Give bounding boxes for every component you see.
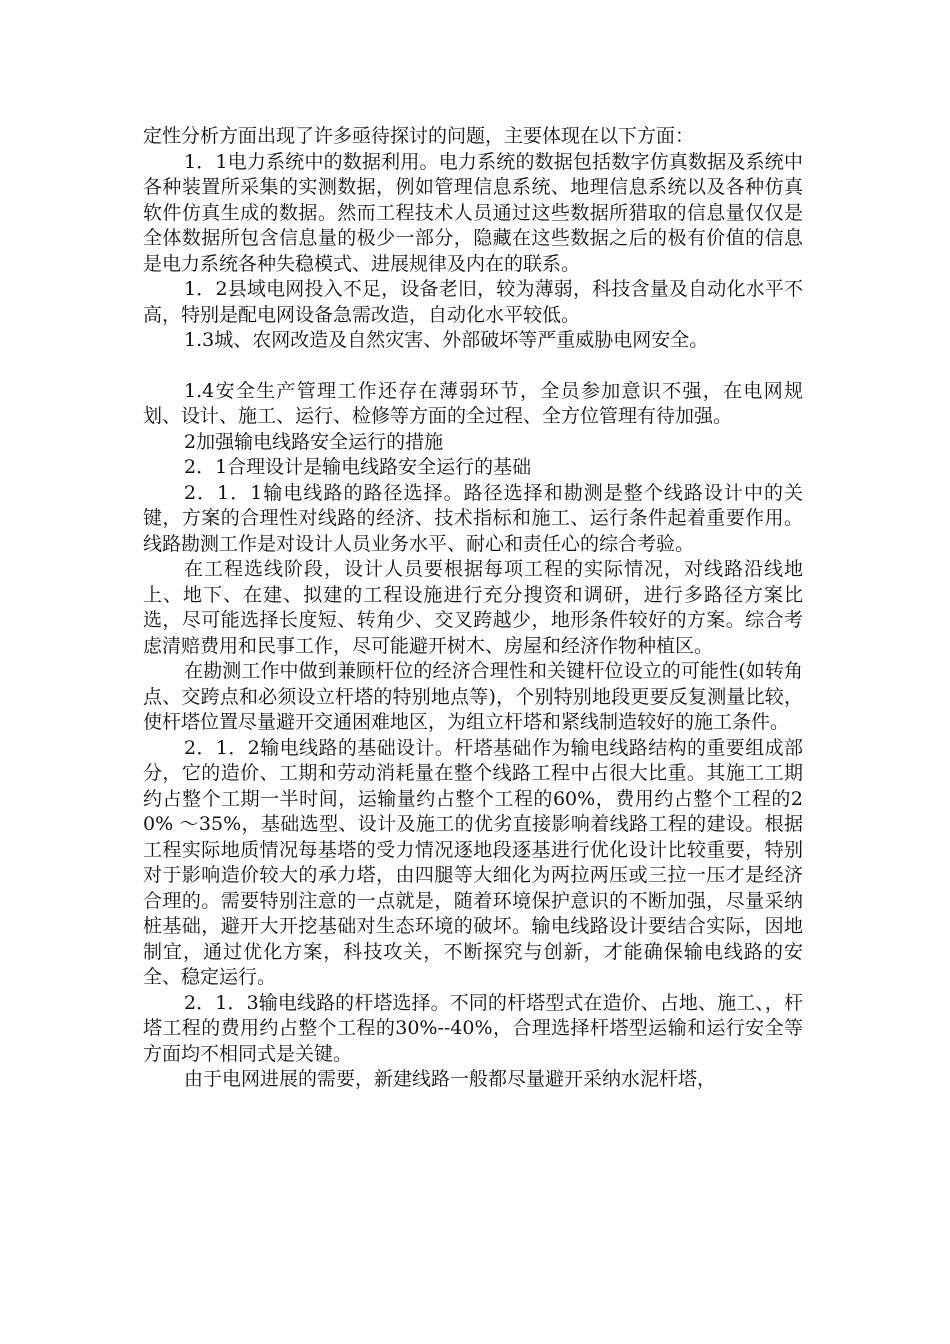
paragraph-route-selection: 在工程选线阶段，设计人员要根据每项工程的实际情况，对线路沿线地上、地下、在建、拟建的工程设施进行充分搜资和调研，进行多路径方案比选，尽可能选择长度短、转角少、交叉跨越少，地形条件较好的方案。综合考虑清赔费用和民事工作，尽可能避开树木、房屋和经济作物种植区。 (143, 558, 803, 657)
paragraph-survey-work: 在勘测工作中做到兼顾杆位的经济合理性和关键杆位设立的可能性(如转角点、交跨点和必须设立杆塔的特别地点等)，个别特别地段更要反复测量比较，使杆塔位置尽量避开交通困难地区，为组立杆塔和紧线制造较好的施工条件。 (143, 660, 803, 733)
section-heading-2-1: 2．1合理设计是输电线路安全运行的基础 (184, 456, 532, 478)
document-body (143, 124, 803, 1093)
paragraph-2-1-3: 2．1．3输电线路的杆塔选择。不同的杆塔型式在造价、占地、施工、，杆塔工程的费用约占整个工程的30%--40%，合理选择杆塔型运输和运行安全等方面均不相同式是关键。 (143, 991, 803, 1065)
section-heading-2: 2加强输电线路安全运行的措施 (184, 430, 444, 453)
paragraph-1-4: 1.4安全生产管理工作还存在薄弱环节，全员参加意识不强，在电网规划、设计、施工、运行、检修等方面的全过程、全方位管理有待加强。 (143, 379, 803, 427)
paragraph-1-3: 1.3城、农网改造及自然灾害、外部破坏等严重威胁电网安全。 (184, 329, 709, 351)
paragraph-intro: 定性分析方面出现了许多亟待探讨的问题，主要体现在以下方面： (143, 125, 695, 147)
paragraph-1-1: 1．1电力系统中的数据利用。电力系统的数据包括数字仿真数据及系统中各种装置所采集的实测数据，例如管理信息系统、地理信息系统以及各种仿真软件仿真生成的数据。然而工程技术人员通过这些数据所猎取的信息量仅仅是全体数据所包含信息量的极少一部分，隐藏在这些数据之后的极有价值的信息是电力系统各种失稳模式、进展规律及内在的联系。 (143, 150, 803, 275)
paragraph-2-1-1: 2．1．1输电线路的路径选择。路径选择和勘测是整个线路设计中的关键，方案的合理性对线路的经济、技术指标和施工、运行条件起着重要作用。线路勘测工作是对设计人员业务水平、耐心和责任心的综合考验。 (143, 481, 803, 555)
paragraph-grid-development: 由于电网进展的需要，新建线路一般都尽量避开采纳水泥杆塔， (184, 1068, 717, 1090)
paragraph-1-2: 1．2县域电网投入不足，设备老旧，较为薄弱，科技含量及自动化水平不高，特别是配电网设备急需改造，自动化水平较低。 (143, 278, 803, 326)
paragraph-2-1-2: 2．1．2输电线路的基础设计。杆塔基础作为输电线路结构的重要组成部分，它的造价、工期和劳动消耗量在整个线路工程中占很大比重。其施工工期约占整个工期一半时间，运输量约占整个工程的60%，费用约占整个工程的20% ～35%，基础选型、设计及施工的优劣直接影响着线路工程的建设。根据工程实际地质情况每基塔的受力情况逐地段逐基进行优化设计比较重要，特别对于影响造价较大的承力塔，由四腿等大细化为两拉两压或三拉一压才是经济合理的。需要特别注意的一点就是，随着环境保护意识的不断加强，尽量采纳桩基础，避开大开挖基础对生态环境的破坏。输电线路设计要结合实际，因地制宜，通过优化方案，科技攻关，不断探究与创新，才能确保输电线路的安全、稳定运行。 (143, 736, 803, 988)
